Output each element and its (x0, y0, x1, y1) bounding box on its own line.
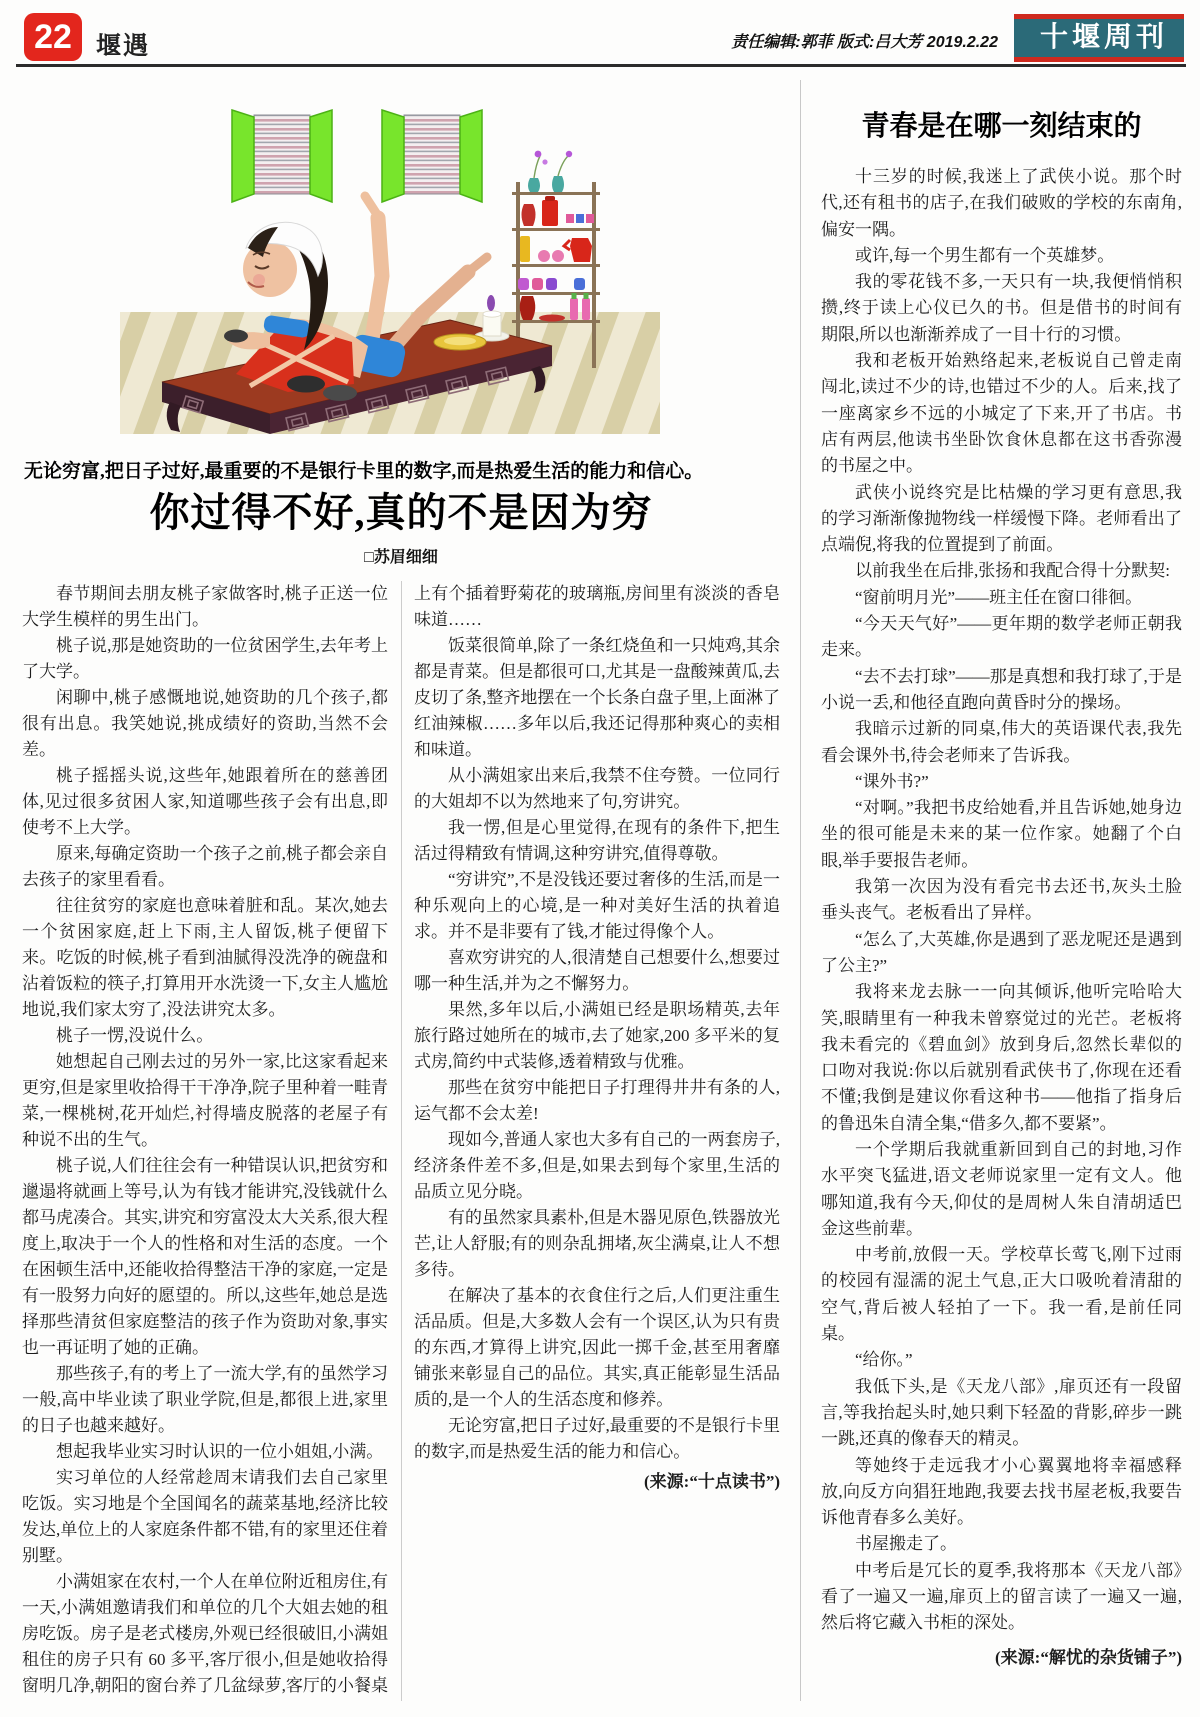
article-body-columns (22, 581, 780, 1701)
article-lead: 无论穷富,把日子过好,最重要的不是银行卡里的数字,而是热爱生活的能力和信心。 (24, 461, 704, 482)
article-headline: 你过得不好,真的不是因为穷 (149, 490, 653, 535)
side-article-title: 青春是在哪一刻结束的 (861, 111, 1142, 142)
paragraph: “课外书?” (855, 771, 929, 791)
paragraph: 武侠小说终究是比枯燥的学习更有意思,我的学习渐渐像抛物线一样缓慢下降。老师看出了点端倪,将我的位置提到了前面。 (821, 482, 1182, 555)
paragraph: 以前我坐在后排,张扬和我配合得十分默契: (855, 561, 1170, 581)
paragraph: “怎么了,大英雄,你是遇到了恶龙呢还是遇到了公主?” (821, 929, 1182, 975)
paragraph: 想起我毕业实习时认识的一位小姐姐,小满。 (56, 1442, 384, 1461)
header-rule (16, 64, 1186, 67)
paragraph: 饭菜很简单,除了一条红烧鱼和一只炖鸡,其余都是青菜。但是都很可口,尤其是一盘酸辣黄瓜,去皮切了条,整齐地摆在一个长条白盘子里,上面淋了红油辣椒……多年以后,我还记得那种爽心的卖相和味道。 (414, 636, 780, 759)
article-byline: □苏眉细细 (364, 549, 438, 566)
article-paragraphs (22, 581, 780, 1701)
paragraph: 小满姐家在农村,一个人在单位附近租房住,有一天,小满姐邀请我们和单位的几个大姐去她的租房吃饭。房子是老式楼房,外观已经很破旧,小满姐租住的房子只有 60 多平,客厅很小,但是她收拾得窗明几净,朝阳的窗台养了几盆绿萝,客厅的小餐桌上有个插着野菊花的玻璃瓶,房间里有淡淡的香皂味道…… (22, 584, 780, 1695)
paragraph: 闲聊中,桃子感慨地说,她资助的几个孩子,都很有出息。我笑她说,挑成绩好的资助,当然不会差。 (22, 688, 388, 759)
paragraph: 春节期间去朋友桃子家做客时,桃子正送一位大学生模样的男生出门。 (22, 584, 388, 629)
paragraph: 无论穷富,把日子过好,最重要的不是银行卡里的数字,而是热爱生活的能力和信心。 (414, 1416, 780, 1461)
spa-illustration (120, 84, 660, 434)
paragraph: “去不去打球”——那是真想和我打球了,于是小说一丢,和他径直跑向黄昏时分的操场。 (821, 666, 1182, 712)
window-left-icon (232, 110, 332, 202)
paragraph: 一个学期后我就重新回到自己的封地,习作水平突飞猛进,语文老师说家里一定有文人。他哪知道,我有今天,仰仗的是周树人朱自清胡适巴金这些前辈。 (821, 1139, 1182, 1238)
paragraph: 中考前,放假一天。学校草长莺飞,刚下过雨的校园有湿濡的泥土气息,正大口吸吮着清甜的空气,背后被人轻拍了一下。我一看,是前任同桌。 (821, 1245, 1182, 1344)
side-article-source: (来源:“解忧的杂货铺子”) (995, 1647, 1182, 1667)
paragraph: 我的零花钱不多,一天只有一块,我便悄悄积攒,终于读上心仪已久的书。但是借书的时间有期限,所以也渐渐养成了一目十行的习惯。 (821, 272, 1182, 344)
spa-illustration-svg (120, 84, 660, 434)
article-source: (来源:“十点读书”) (644, 1472, 780, 1491)
paragraph: 那些孩子,有的考上了一流大学,有的虽然学习一般,高中毕业读了职业学院,但是,都很上进,家里的日子也越来越好。 (22, 1364, 388, 1435)
paragraph: 等她终于走远我才小心翼翼地将幸福感释放,向反方向猖狂地跑,我要去找书屋老板,我要告诉他青春多么美好。 (821, 1455, 1182, 1528)
paragraph: 果然,多年以后,小满姐已经是职场精英,去年旅行路过她所在的城市,去了她家,200 多平米的复式房,简约中式装修,透着精致与优雅。 (414, 1000, 780, 1071)
paragraph: 实习单位的人经常趁周末请我们去自己家里吃饭。实习地是个全国闻名的蔬菜基地,经济比较发达,单位上的人家庭条件都不错,有的家里还住着别墅。 (22, 1468, 388, 1565)
side-article-body (821, 164, 1182, 1637)
paragraph: “给你。” (855, 1350, 913, 1370)
paragraph: 现如今,普通人家也大多有自己的一两套房子,经济条件差不多,但是,如果去到每个家里,生活的品质立见分晓。 (414, 1130, 780, 1201)
paragraph: 桃子摇摇头说,这些年,她跟着所在的慈善团体,见过很多贫困人家,知道哪些孩子会有出息,即使考不上大学。 (22, 766, 388, 837)
paragraph: 喜欢穷讲究的人,很清楚自己想要什么,想要过哪一种生活,并为之不懈努力。 (414, 948, 780, 993)
paragraph: 我将来龙去脉一一向其倾诉,他听完哈哈大笑,眼睛里有一种我未曾察觉过的光芒。老板将我未看完的《碧血剑》放到身后,忽然长辈似的口吻对我说:你以后就别看武侠书了,你现在还看不懂;我倒是建议你看这种书——他指了指身后的鲁迅朱自清全集,“借多久,都不要紧”。 (821, 982, 1182, 1133)
paragraph: 我一愣,但是心里觉得,在现有的条件下,把生活过得精致有情调,这种穷讲究,值得尊敬。 (414, 818, 780, 863)
paragraph: 中考后是冗长的夏季,我将那本《天龙八部》看了一遍又一遍,扉页上的留言读了一遍又一遍,然后将它藏入书柜的深处。 (821, 1560, 1182, 1633)
paragraph: 书屋搬走了。 (855, 1534, 957, 1554)
paragraph: 往往贫穷的家庭也意味着脏和乱。某次,她去一个贫困家庭,赶上下雨,主人留饭,桃子便留下来。吃饭的时候,桃子看到油腻得没洗净的碗盘和沾着饭粒的筷子,打算用开水洗烫一下,女主人尴尬地说,我们家太穷了,没法讲究太多。 (22, 896, 388, 1019)
paragraph: 有的虽然家具素朴,但是木器见原色,铁器放光芒,让人舒服;有的则杂乱拥堵,灰尘满桌,让人不想多待。 (414, 1208, 780, 1279)
paragraph: 或许,每一个男生都有一个英雄梦。 (855, 245, 1115, 265)
article-main (22, 80, 780, 1701)
editor-line: 责任编辑:郭菲 版式:吕大芳 2019.2.22 (731, 34, 998, 51)
section-name: 堰遇 (96, 32, 151, 60)
paragraph: 原来,每确定资助一个孩子之前,桃子都会亲自去孩子的家里看看。 (22, 844, 388, 889)
article-side (800, 80, 1182, 1701)
paragraph: “窗前明月光”——班主任在窗口徘徊。 (855, 587, 1143, 607)
window-right-icon (382, 110, 482, 202)
plate-icon (434, 334, 486, 350)
page-header (0, 0, 1200, 78)
paragraph: 我低下头,是《天龙八部》,扉页还有一段留言,等我抬起头时,她只剩下轻盈的背影,碎步一跳一跳,还真的像春天的精灵。 (821, 1376, 1182, 1449)
paragraph: “对啊。”我把书皮给她看,并且告诉她,她身边坐的很可能是未来的某一位作家。她翻了个白眼,举手要报告老师。 (821, 798, 1182, 870)
paragraph: 那些在贫穷中能把日子打理得井井有条的人,运气都不会太差! (414, 1078, 780, 1123)
paragraph: 十三岁的时候,我迷上了武侠小说。那个时代,还有租书的店子,在我们破败的学校的东南角,偏安一隅。 (821, 167, 1182, 239)
paragraph: “穷讲究”,不是没钱还要过奢侈的生活,而是一种乐观向上的心境,是一种对美好生活的执着追求。并不是非要有了钱,才能过得像个人。 (414, 870, 780, 941)
paragraph: 我第一次因为没有看完书去还书,灰头土脸垂头丧气。老板看出了异样。 (821, 877, 1182, 923)
paragraph: 桃子一愣,没说什么。 (56, 1026, 214, 1045)
paragraph: “今天天气好”——更年期的数学老师正朝我走来。 (821, 614, 1182, 660)
masthead-title: 十堰周刊 (1014, 14, 1184, 62)
paragraph: 我暗示过新的同桌,伟大的英语课代表,我先看会课外书,待会老师来了告诉我。 (821, 719, 1182, 765)
paragraph: 在解决了基本的衣食住行之后,人们更注重生活品质。但是,大多数人会有一个误区,认为只有贵的东西,才算得上讲究,因此一掷千金,甚至用奢靡铺张来彰显自己的品位。其实,真正能彰显生活品质的,是一个人的生活态度和修养。 (414, 1286, 780, 1409)
paragraph: 桃子说,那是她资助的一位贫困学生,去年考上了大学。 (22, 636, 388, 681)
paragraph: 她想起自己刚去过的另外一家,比这家看起来更穷,但是家里收拾得干干净净,院子里种着一畦青菜,一棵桃树,花开灿烂,衬得墙皮脱落的老屋子有种说不出的生气。 (22, 1052, 388, 1149)
paragraph: 我和老板开始熟络起来,老板说自己曾走南闯北,读过不少的诗,也错过不少的人。后来,找了一座离家乡不远的小城定了下来,开了书店。书店有两层,他读书坐卧饮食休息都在这书香弥漫的书屋之中。 (821, 351, 1182, 476)
paragraph: 从小满姐家出来后,我禁不住夸赞。一位同行的大姐却不以为然地来了句,穷讲究。 (414, 766, 780, 811)
paragraph: 桃子说,人们往往会有一种错误认识,把贫穷和邋遢将就画上等号,认为有钱才能讲究,没钱就什么都马虎凑合。其实,讲究和穷富没太大关系,很大程度上,取决于一个人的性格和对生活的态度。一个在困顿生活中,还能收拾得整洁干净的家庭,一定是有一股努力向好的愿望的。所以,这些年,她总是选择那些清贫但家庭整洁的孩子作为资助对象,事实也一再证明了她的正确。 (22, 1156, 388, 1357)
page-number-badge: 22 (24, 13, 82, 61)
content-area (22, 80, 1182, 1701)
